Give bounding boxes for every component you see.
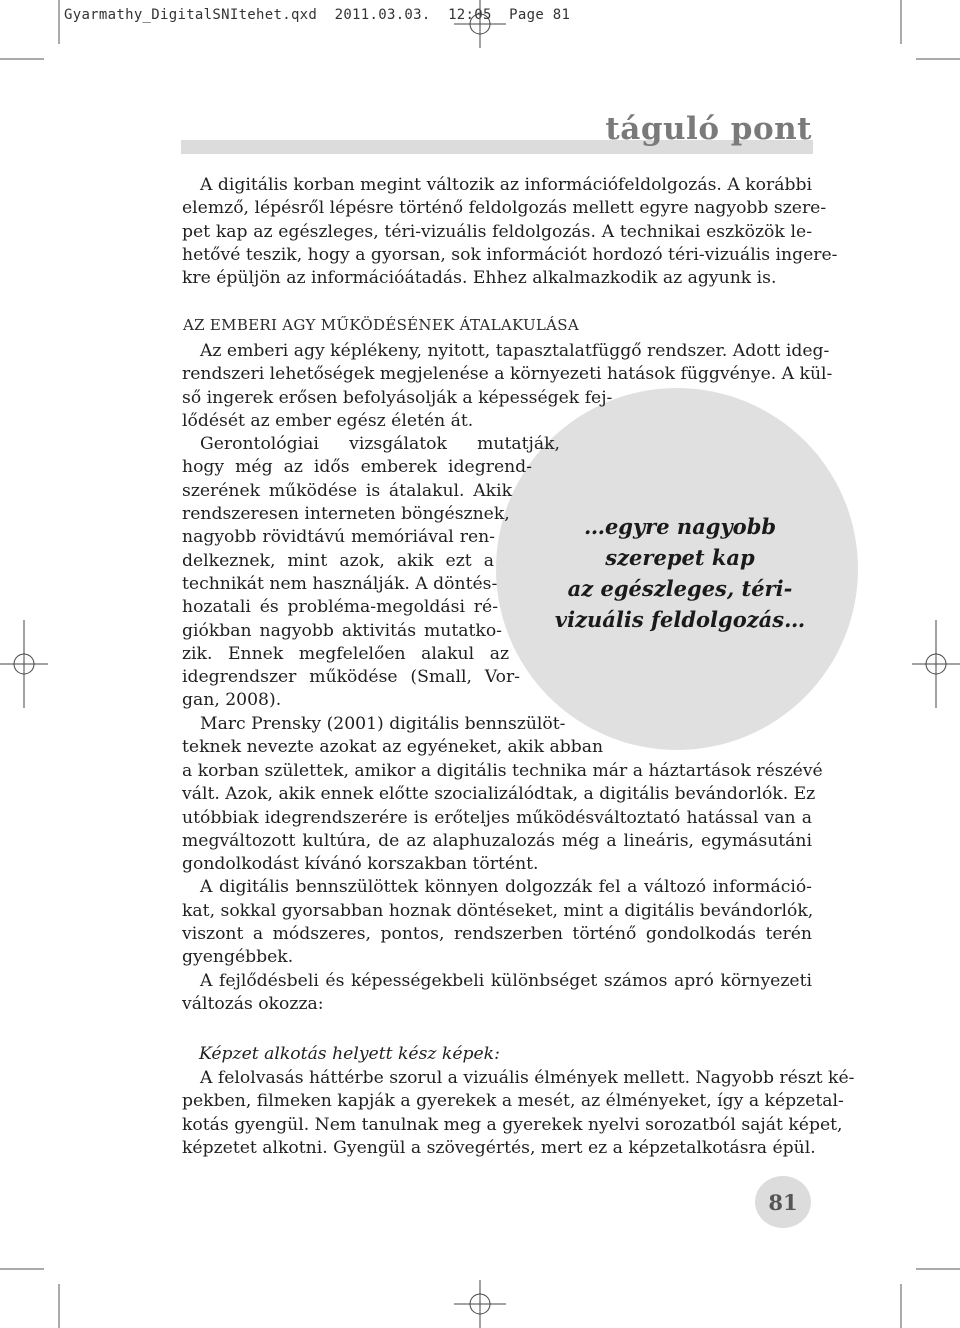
pull-quote-line: az egészleges, téri- bbox=[567, 576, 793, 601]
text-line: vált. Azok, akik ennek előtte szocializálódtak, a digitális bevándorlók. Ez bbox=[182, 784, 816, 805]
text-line: változás okozza: bbox=[182, 993, 324, 1014]
text-line: delkeznek, mint azok, akik ezt a bbox=[182, 550, 494, 571]
text-line: rendszeresen interneten böngésznek, bbox=[182, 504, 510, 525]
printer-slug: Gyarmathy_DigitalSNItehet.qxd 2011.03.03. 12:05 Page 81 bbox=[64, 7, 571, 23]
body-paragraphs bbox=[182, 760, 823, 1016]
text-line: A felolvasás háttérbe szorul a vizuális élmények mellett. Nagyobb részt ké- bbox=[200, 1068, 855, 1088]
text-line: Gerontológiai vizsgálatok mutatják, bbox=[200, 434, 560, 455]
text-line: elemző, lépésről lépésre történő feldolgozás mellett egyre nagyobb szere- bbox=[182, 198, 827, 219]
text-line: giókban nagyobb aktivitás mutatko- bbox=[182, 620, 502, 641]
text-line: hetővé teszik, hogy a gyorsan, sok információt hordozó téri-vizuális ingere- bbox=[182, 244, 838, 265]
italic-subheading: Képzet alkotás helyett kész képek: bbox=[199, 1044, 500, 1064]
text-line: hogy még az idős emberek idegrend- bbox=[182, 457, 532, 478]
text-line: pet kap az egészleges, téri-vizuális feldolgozás. A technikai eszközök le- bbox=[182, 221, 812, 242]
text-line: kotás gyengül. Nem tanulnak meg a gyerekek nyelvi sorozatból saját képet, bbox=[182, 1114, 843, 1135]
text-line: pekben, filmeken kapják a gyerekek a mesét, az élményeket, így a képzetal- bbox=[182, 1091, 844, 1112]
pull-quote-line: szerepet kap bbox=[605, 545, 755, 570]
text-line: megváltozott kultúra, de az alaphuzalozás még a lineáris, egymásutáni bbox=[182, 830, 812, 851]
registration-mark-left bbox=[0, 620, 48, 708]
text-line: lődését az ember egész életén át. bbox=[182, 410, 474, 431]
final-paragraph bbox=[182, 1067, 855, 1160]
text-line: utóbbiak idegrendszerére is erőteljes működésváltoztató hatással van a bbox=[182, 807, 812, 828]
text-line: Az emberi agy képlékeny, nyitott, tapasztalatfüggő rendszer. Adott ideg- bbox=[200, 341, 830, 361]
text-line: gondolkodást kívánó korszakban történt. bbox=[182, 854, 539, 875]
text-line: Marc Prensky (2001) digitális bennszülöt- bbox=[200, 713, 566, 734]
text-line: ső ingerek erősen befolyásolják a képességek fej- bbox=[182, 387, 613, 408]
text-line: szerének működése is átalakul. Akik bbox=[182, 480, 512, 501]
text-line: viszont a módszeres, pontos, rendszerben történő gondolkodás terén bbox=[182, 924, 812, 945]
intro-paragraph bbox=[182, 174, 838, 290]
text-line: nagyobb rövidtávú memóriával ren- bbox=[182, 527, 495, 548]
text-line: A digitális korban megint változik az információfeldolgozás. A korábbi bbox=[200, 175, 812, 195]
text-line: hozatali és probléma-megoldási ré- bbox=[182, 597, 498, 618]
text-line: képzetet alkotni. Gyengül a szövegértés, mert ez a képzetalkotásra épül. bbox=[182, 1137, 816, 1158]
wrapped-paragraphs bbox=[182, 340, 833, 759]
section-heading: AZ EMBERI AGY MŰKÖDÉSÉNEK ÁTALAKULÁSA bbox=[183, 316, 580, 334]
page-number: 81 bbox=[755, 1176, 811, 1228]
text-line: kat, sokkal gyorsabban hoznak döntéseket, mint a digitális bevándorlók, bbox=[182, 900, 814, 921]
text-line: kre épüljön az információátadás. Ehhez alkalmazkodik az agyunk is. bbox=[182, 268, 777, 289]
text-line: gan, 2008). bbox=[182, 690, 282, 711]
text-line: a korban születtek, amikor a digitális technika már a háztartások részévé bbox=[182, 761, 823, 781]
registration-mark-right bbox=[912, 620, 960, 708]
text-line: rendszeri lehetőségek megjelenése a környezeti hatások függvénye. A kül- bbox=[182, 364, 833, 385]
text-line: A digitális bennszülöttek könnyen dolgozzák fel a változó információ- bbox=[200, 877, 812, 898]
text-line: idegrendszer működése (Small, Vor- bbox=[182, 667, 520, 688]
running-title: táguló pont bbox=[605, 111, 812, 147]
pull-quote-line: vizuális feldolgozás… bbox=[554, 607, 806, 632]
registration-mark-bottom bbox=[454, 1280, 506, 1328]
text-line: A fejlődésbeli és képességekbeli különbséget számos apró környezeti bbox=[200, 970, 812, 991]
text-line: gyengébbek. bbox=[182, 947, 294, 968]
text-line: technikát nem használják. A döntés- bbox=[182, 573, 498, 594]
text-line: teknek nevezte azokat az egyéneket, akik abban bbox=[182, 737, 604, 758]
text-line: zik. Ennek megfelelően alakul az bbox=[182, 643, 509, 664]
pull-quote-line: …egyre nagyobb bbox=[583, 514, 777, 539]
